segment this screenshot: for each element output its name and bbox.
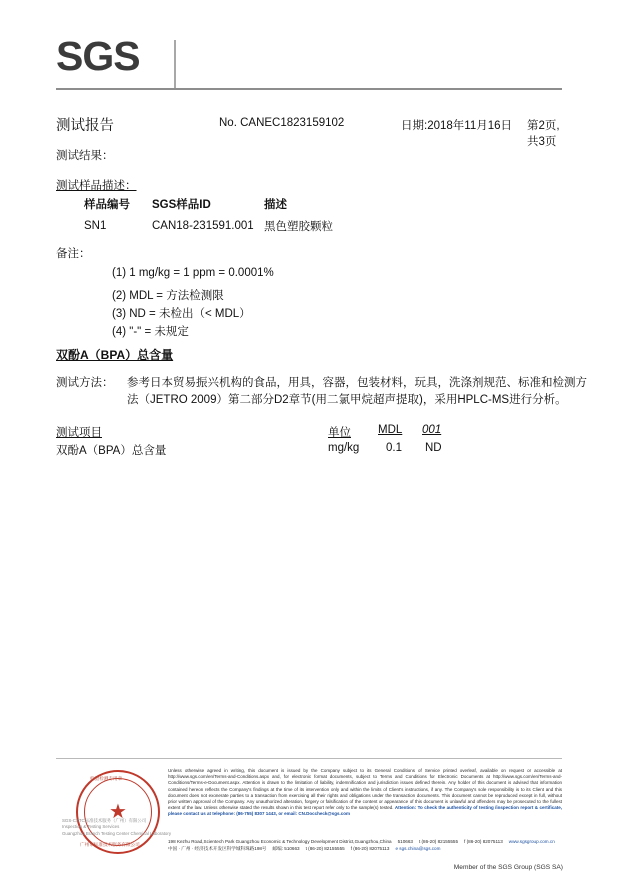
stamp-top-text: 检验检测专用章 [90,776,123,781]
stamp-bottom-text: 广州市标准技术服务有限公司 [80,842,140,847]
footer-legal-text [168,768,562,818]
footer-address-en: 198 Kezhu Road,Scientech Park Guangzhou Economic & Technology Development District,Guangzhou,China [168,839,392,844]
report-date: 日期:2018年11月16日 [401,120,513,132]
method-text-line-2: 法（JETRO 2009）第二部分D2章节(用二氯甲烷超声提取)，采用HPLC-MS进行分析。 [127,394,567,406]
footer-address-row-en [168,838,562,845]
col-mdl: MDL [378,424,403,436]
footer-address-cn: 中国 · 广州 · 经济技术开发区科学城科珠路198号 [168,846,267,851]
stamp-caption-line-1: SGS-CSTC标准技术服务（广州）有限公司 [62,818,147,823]
bpa-result-table [56,424,562,460]
col-description: 描述 [264,199,287,211]
footer-fax-en: f (86-20) 82075113 [464,839,503,844]
table-row [84,218,424,234]
col-unit: 单位 [328,427,351,439]
sgs-logo-text: SGS [56,33,140,79]
results-label: 测试结果： [56,150,114,162]
cell-unit: mg/kg [328,442,360,454]
stamp-caption-line-2: Inspection & Testing Services [62,824,120,830]
header-rule [56,88,562,90]
col-test-item: 测试项目 [56,427,102,439]
cell-test-item: 双酚A（BPA）总含量 [56,445,167,457]
sample-desc-label: 测试样品描述： [56,180,137,192]
page-indicator: 第2页,共3页 [527,120,560,148]
method-label: 测试方法： [56,377,114,389]
footer-address-row-cn [168,845,562,852]
footer-attention[interactable]: Attention: To check the authenticity of testing /inspection report & certificate, please contact us at telephone: (86-755) 8307 1443, [168,805,563,817]
remark-item-1: (1) 1 mg/kg = 1 ppm = 0.0001% [112,267,274,279]
cell-description: 黑色塑胶颗粒 [264,221,333,233]
stamp-caption-line-3: Guangzhou Branch Testing Center Chemical Laboratory [62,830,172,836]
sgs-logo [56,34,176,90]
footer-address-block [168,838,562,852]
report-number: No. CANEC1823159102 [219,117,345,129]
col-sample-001: 001 [422,424,442,436]
footer-attention-email[interactable]: or email: CN.Doccheck@sgs.com [278,811,350,817]
col-sgs-id: SGS样品ID [152,199,211,211]
footer-tel-en: t (86-20) 82155555 [418,839,459,844]
page-title: 测试报告 [56,118,114,134]
col-sample-no: 样品编号 [84,199,130,211]
cell-sgs-id: CAN18-231591.001 [152,220,254,232]
sample-table [84,196,484,234]
table-row [56,442,562,460]
company-stamp [62,768,172,860]
cell-result-001: ND [425,442,442,454]
footer-zip-en: 510663 [397,839,413,844]
remarks-label: 备注： [56,248,91,260]
footer-email-cn[interactable]: e sgs.china@sgs.com [395,846,441,851]
footer-website[interactable]: www.sgsgroup.com.cn [508,839,555,844]
footer-fax-cn: f (86-20) 82075113 [350,846,390,851]
stamp-caption [62,818,174,837]
footer-rule [56,758,562,759]
footer-legal-body: Unless otherwise agreed in writing, this document is issued by the Company subject to its General Conditions of Service printed overleaf, available on request or accessible at http://www.sgs.com/en/Terms-and-Conditions.aspx and, for electronic format documents, subject to Terms and Conditions for Electronic Documents at http://www.sgs.com/en/Terms-and-Conditions/Terms-e-Document.aspx. Attention is drawn to the limitation of liability, indemnification and jurisdiction issues defined therein. Any holder of this document is advised that information contained hereon reflects the Company's findings at the time of its intervention only and within the limits of Client's instructions, if any. The Company's sole responsibility is to its Client and this document does not exonerate parties to a transaction from exercising all their rights and obligations under the transaction documents. This document cannot be reproduced except in full, without prior written approval of the Company. Any unauthorized alteration, forgery or falsification of the content or appearance of this document is unlawful and offenders may be prosecuted to the fullest extent of the law. Unless otherwise stated the results shown in this test report refer only to the sample(s) tested. [168,768,562,811]
title-row [56,114,562,148]
cell-mdl: 0.1 [386,442,402,454]
table-header-row [84,196,424,218]
remark-item-3: (3) ND = 未检出（< MDL） [112,308,251,320]
cell-sample-no: SN1 [84,220,107,232]
remark-item-4: (4) "-" = 未规定 [112,326,189,338]
remark-item-2: (2) MDL = 方法检测限 [112,290,224,302]
method-text-line-1: 参考日本贸易振兴机构的食品，用具，容器，包装材料，玩具，洗涤剂规范、标准和检测方 [127,377,587,389]
footer-member-text: Member of the SGS Group (SGS SA) [453,864,563,871]
star-icon: ★ [109,801,127,823]
logo-divider [174,40,176,88]
bpa-section-heading: 双酚A（BPA）总含量 [56,348,174,362]
footer-tel-cn: t (86-20) 82155555 [305,846,345,851]
result-header-row [56,424,562,442]
footer-zip-cn: 邮编: 510663 [272,846,300,851]
